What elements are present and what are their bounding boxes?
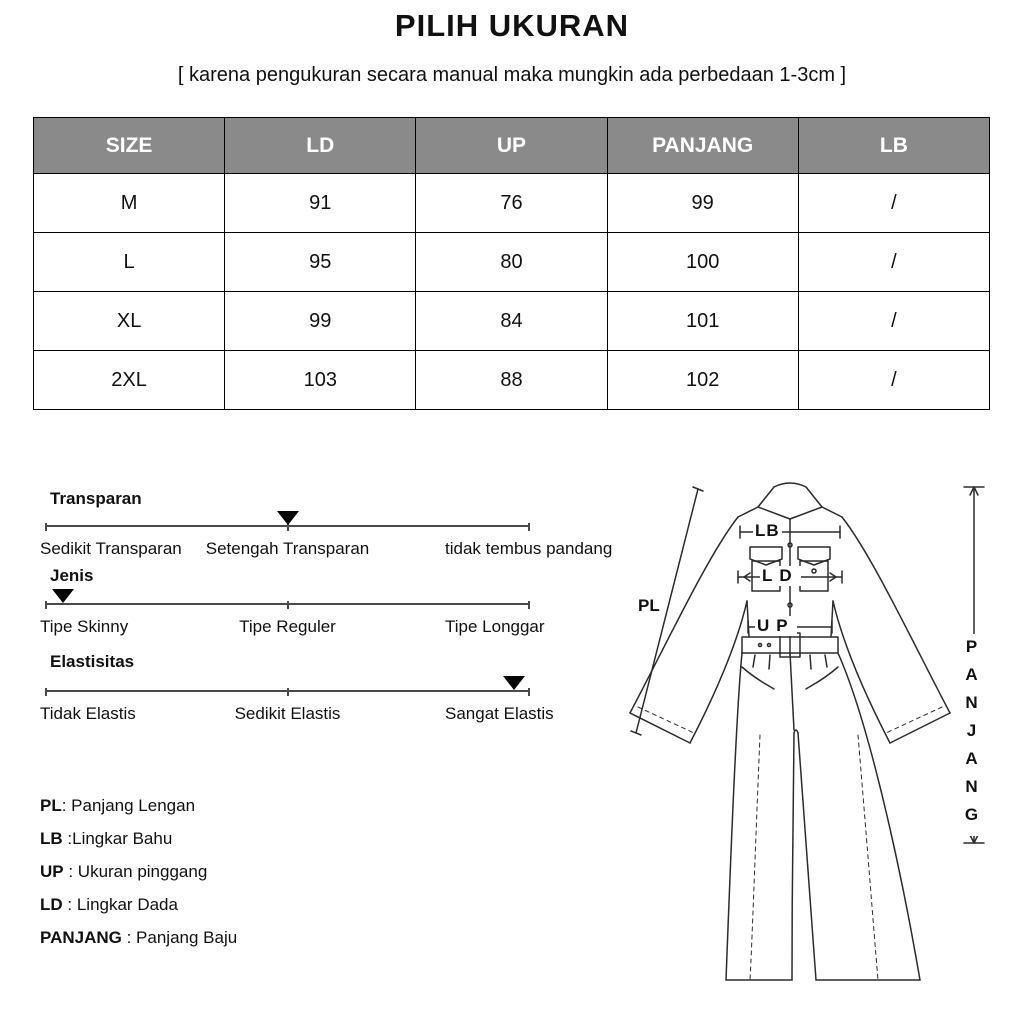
scale-tick (287, 688, 289, 696)
legend-desc: : Panjang Lengan (61, 796, 196, 815)
size-cell: 80 (416, 233, 607, 292)
scale-elastisitas (40, 652, 620, 732)
legend-item (40, 829, 237, 849)
legend-item (40, 895, 237, 915)
size-table-header: PANJANG (607, 118, 798, 174)
jenis-marker-icon (52, 589, 74, 603)
table-row (34, 351, 990, 410)
table-row (34, 174, 990, 233)
measurement-legend (40, 796, 237, 961)
size-table-header: LB (798, 118, 989, 174)
size-cell: 91 (225, 174, 416, 233)
scale-transparan (40, 489, 620, 569)
scale-title: Jenis (50, 566, 94, 585)
diagram-label-lb: LB (755, 521, 780, 540)
size-cell: / (798, 292, 989, 351)
size-cell: 99 (607, 174, 798, 233)
scale-label: Tidak Elastis (40, 704, 136, 723)
size-cell: / (798, 233, 989, 292)
size-cell: 2XL (34, 351, 225, 410)
legend-item (40, 862, 237, 882)
size-cell: 102 (607, 351, 798, 410)
legend-item (40, 928, 237, 948)
scale-label: Tipe Longgar (445, 617, 545, 636)
scale-tick (528, 523, 530, 531)
size-cell: L (34, 233, 225, 292)
garment-diagram (590, 475, 990, 1015)
scale-label: Sedikit Elastis (234, 704, 341, 723)
scale-label: Tipe Reguler (239, 617, 336, 636)
scale-label: Sangat Elastis (445, 704, 554, 723)
page-title: PILIH UKURAN (394, 8, 630, 43)
size-table (33, 117, 990, 410)
scale-tick (45, 601, 47, 609)
table-row (34, 292, 990, 351)
scale-title: Transparan (50, 489, 142, 508)
scale-label: Setengah Transparan (205, 539, 370, 558)
transparan-marker-icon (277, 511, 299, 525)
elastisitas-marker-icon (503, 676, 525, 690)
scale-track (45, 690, 530, 692)
legend-desc: : Ukuran pinggang (63, 862, 208, 881)
size-table-header: UP (416, 118, 607, 174)
size-table-header: SIZE (34, 118, 225, 174)
scale-tick (287, 601, 289, 609)
legend-desc: : Lingkar Dada (62, 895, 178, 914)
size-cell: 100 (607, 233, 798, 292)
scale-jenis (40, 566, 620, 646)
diagram-label-panjang: PANJANG (960, 634, 982, 836)
legend-desc: :Lingkar Bahu (62, 829, 173, 848)
size-cell: / (798, 351, 989, 410)
scale-tick (528, 688, 530, 696)
size-cell: 84 (416, 292, 607, 351)
page-subtitle: [ karena pengukuran secara manual maka mungkin ada perbedaan 1-3cm ] (177, 64, 847, 86)
legend-item (40, 796, 237, 816)
scale-tick (45, 523, 47, 531)
legend-abbr: PL (40, 796, 62, 815)
scale-track (45, 525, 530, 527)
scale-tick (45, 688, 47, 696)
legend-abbr: PANJANG (40, 928, 122, 947)
size-cell: 88 (416, 351, 607, 410)
scale-track (45, 603, 530, 605)
table-row (34, 233, 990, 292)
scale-label: tidak tembus pandang (445, 539, 613, 558)
diagram-label-ld: LD (762, 566, 799, 585)
size-cell: 101 (607, 292, 798, 351)
legend-abbr: UP (40, 862, 64, 881)
size-cell: XL (34, 292, 225, 351)
size-cell: / (798, 174, 989, 233)
size-cell: 95 (225, 233, 416, 292)
scale-tick (528, 601, 530, 609)
scale-label: Tipe Skinny (40, 617, 129, 636)
scale-label: Sedikit Transparan (40, 539, 182, 558)
legend-abbr: LB (40, 829, 63, 848)
size-table-header-row (34, 118, 990, 174)
size-cell: 103 (225, 351, 416, 410)
diagram-label-pl: PL (638, 596, 660, 615)
size-cell: 99 (225, 292, 416, 351)
diagram-label-up: UP (757, 616, 795, 635)
legend-desc: : Panjang Baju (121, 928, 238, 947)
size-cell: M (34, 174, 225, 233)
size-cell: 76 (416, 174, 607, 233)
scale-title: Elastisitas (50, 652, 135, 671)
size-table-header: LD (225, 118, 416, 174)
legend-abbr: LD (40, 895, 63, 914)
